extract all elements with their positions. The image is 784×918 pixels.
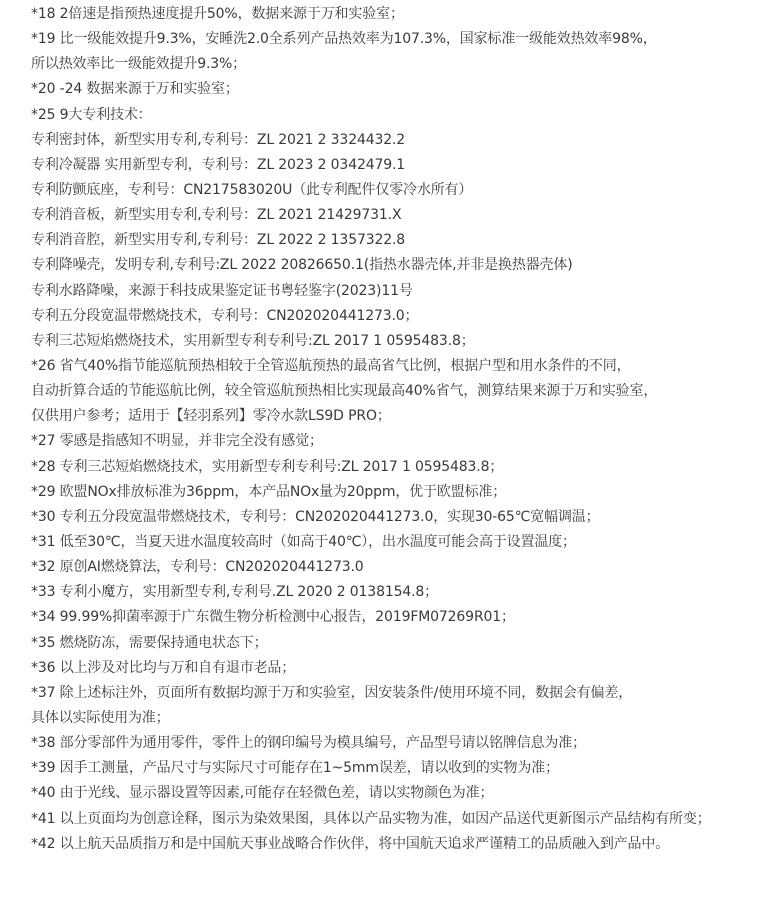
footnote-line: *29 欧盟NOx排放标准为36ppm，本产品NOx量为20ppm，优于欧盟标准； [31,483,507,500]
footnote-line: 专利降噪壳，发明专利,专利号:ZL 2022 20826650.1(指热水器壳体,并非是换热器壳体) [31,257,573,274]
footnote-line: 专利密封体，新型实用专利,专利号：ZL 2021 2 3324432.2 [31,131,406,148]
footnote-line: 专利防颤底座，专利号：CN217583020U（此专利配件仅零冷水所有） [31,181,473,198]
footnote-line: 自动折算合适的节能巡航比例，较全管巡航预热相比实现最高40%省气，测算结果来源于万和实验室， [31,383,658,400]
footnote-line: *38 部分零部件为通用零件，零件上的钢印编号为模具编号，产品型号请以铭牌信息为准； [31,735,586,752]
footnote-line: 专利五分段宽温带燃烧技术，专利号：CN202020441273.0； [31,307,419,324]
footnote-line: *35 燃烧防冻，需要保持通电状态下； [31,634,268,651]
footnote-line: *42 以上航天品质指万和是中国航天事业战略合作伙伴，将中国航天追求严谨精工的品质融入到产品中。 [31,835,670,852]
footnote-line: 专利消音板，新型实用专利,专利号：ZL 2021 21429731.X [31,207,402,224]
footnote-line: *27 零感是指感知不明显，并非完全没有感觉； [31,433,323,450]
footnotes-block [31,2,781,857]
footnote-line: 专利水路降噪，来源于科技成果鉴定证书粤轻鉴字(2023)11号 [31,282,413,299]
footnote-line: 仅供用户参考；适用于【轻羽系列】零冷水款LS9D PRO； [31,408,391,425]
footnote-line: *40 由于光线、显示器设置等因素,可能存在轻微色差，请以实物颜色为准； [31,785,494,802]
footnote-line: *31 低至30℃，当夏天进水温度较高时（如高于40℃），出水温度可能会高于设置温度； [31,533,576,550]
footnote-line: *37 除上述标注外，页面所有数据均源于万和实验室，因安装条件/使用环境不同，数据会有偏差， [31,684,633,701]
footnote-line: 具体以实际使用为准； [31,709,170,726]
footnote-line: *36 以上涉及对比均与万和自有退市老品； [31,659,296,676]
footnote-line: 专利冷凝器 实用新型专利，专利号：ZL 2023 2 0342479.1 [31,156,406,173]
footnote-line: *32 原创AI燃烧算法，专利号：CN202020441273.0 [31,559,364,576]
footnote-line: 所以热效率比一级能效提升9.3%； [31,56,247,73]
footnote-line: *28 专利三芯短焰燃烧技术，实用新型专利专利号:ZL 2017 1 0595483.8； [31,458,504,475]
footnote-line: *30 专利五分段宽温带燃烧技术，专利号：CN202020441273.0，实现30-65℃宽幅调温； [31,508,600,525]
footnote-line: *34 99.99%抑菌率源于广东微生物分析检测中心报告，2019FM07269R01； [31,609,515,626]
footnote-line: *41 以上页面均为创意诠释，图示为染效果图，具体以产品实物为准，如因产品送代更新图示产品结构有所变； [31,810,711,827]
footnote-line: *39 因手工测量，产品尺寸与实际尺寸可能存在1~5mm误差，请以收到的实物为准； [31,760,559,777]
footnote-line: *19 比一级能效提升9.3%，安睡洗2.0全系列产品热效率为107.3%，国家标准一级能效热效率98%， [31,31,657,48]
footnote-line: 专利三芯短焰燃烧技术，实用新型专利专利号:ZL 2017 1 0595483.8； [31,332,475,349]
footnote-line: *25 9大专利技术： [31,106,152,123]
footnote-line: *18 2倍速是指预热速度提升50%，数据来源于万和实验室； [31,6,404,22]
footnote-line: *26 省气40%指节能巡航预热相较于全管巡航预热的最高省气比例，根据户型和用水条件的不同， [31,357,631,374]
footnote-line: *20 -24 数据来源于万和实验室； [31,81,239,98]
footnote-line: 专利消音腔，新型实用专利,专利号：ZL 2022 2 1357322.8 [31,232,406,249]
footnote-line: *33 专利小魔方，实用新型专利,专利号.ZL 2020 2 0138154.8； [31,584,438,601]
